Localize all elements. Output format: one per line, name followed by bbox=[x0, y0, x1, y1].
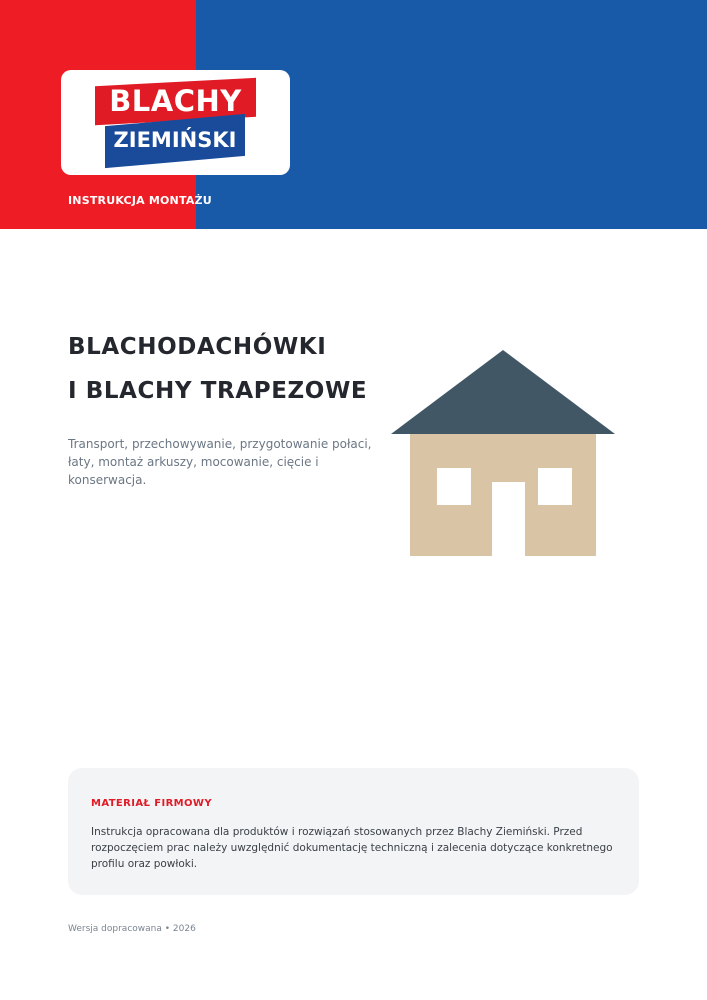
lead-text: Transport, przechowywanie, przygotowanie połaci, łaty, montaż arkuszy, mocowanie, cięcie i konserwacja. bbox=[68, 437, 372, 487]
house-roof bbox=[391, 350, 615, 434]
page-title bbox=[68, 325, 367, 413]
house-icon bbox=[390, 348, 618, 558]
footer-version: Wersja dopracowana • 2026 bbox=[68, 924, 196, 934]
company-note bbox=[68, 768, 639, 895]
title-line-1: BLACHODACHÓWKI bbox=[68, 334, 327, 360]
note-text: Instrukcja opracowana dla produktów i rozwiązań stosowanych przez Blachy Ziemiński. Przed rozpoczęciem prac należy uwzględnić dokumentację techniczną i zalecenia dotyczące konkretnego profilu oraz powłoki. bbox=[91, 826, 613, 870]
note-label: MATERIAŁ FIRMOWY bbox=[91, 798, 213, 809]
logo-top-text: BLACHY bbox=[109, 84, 242, 118]
logo-bottom-text: ZIEMIŃSKI bbox=[113, 128, 237, 152]
house-window-left bbox=[437, 468, 471, 505]
house-window-right bbox=[538, 468, 572, 505]
header-kicker: INSTRUKCJA MONTAŻU bbox=[68, 194, 212, 207]
title-line-2: I BLACHY TRAPEZOWE bbox=[68, 378, 368, 404]
house-door bbox=[492, 482, 525, 556]
brand-logo bbox=[61, 70, 290, 175]
